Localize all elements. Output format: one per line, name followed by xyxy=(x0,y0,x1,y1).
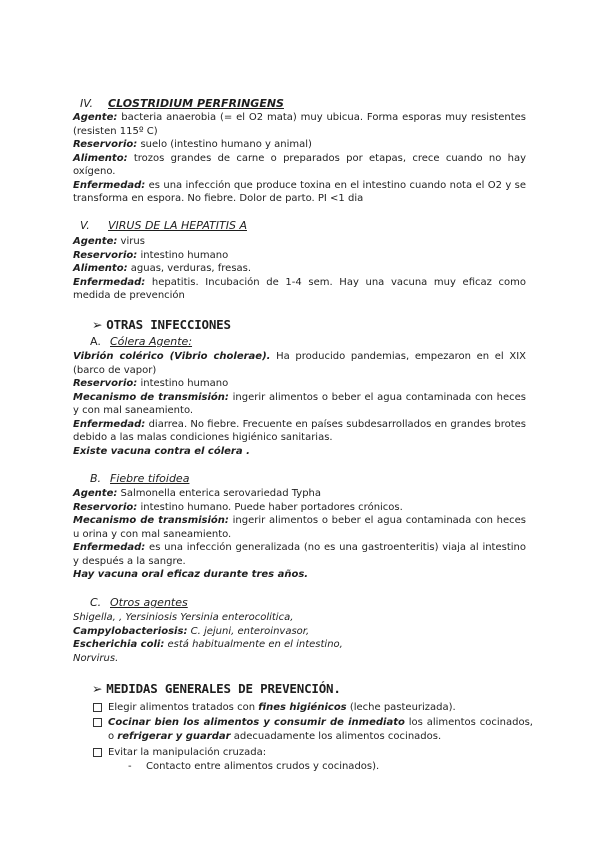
enfermedad-line: Enfermedad: diarrea. No fiebre. Frecuente en países subdesarrollados en grandes brotes debido a las malas condiciones higiénico sanitarias. xyxy=(73,418,526,443)
campylobacter-line: Campylobacteriosis: C. jejuni, enteroinvasor, xyxy=(73,625,310,637)
reservorio-line: Reservorio: intestino humano xyxy=(73,249,229,261)
medida-subitem-1: - Contacto entre alimentos crudos y cocinados). xyxy=(128,761,380,772)
medidas-heading xyxy=(92,681,341,697)
alimento-line: Alimento: trozos grandes de carne o preparados por etapas, crece cuando no hay oxígeno. xyxy=(73,152,526,177)
agente-line: Agente: virus xyxy=(73,236,145,247)
otros-heading xyxy=(90,596,188,610)
checkbox-icon[interactable] xyxy=(93,748,102,757)
otros-body xyxy=(73,611,526,665)
arrow-bullet-icon: ➢ xyxy=(92,681,103,696)
section-v-number: V. xyxy=(80,219,90,232)
reservorio-line: Reservorio: intestino humano. Puede haber portadores crónicos. xyxy=(73,501,403,513)
alimento-line: Alimento: aguas, verduras, fresas. xyxy=(73,263,252,274)
colera-heading xyxy=(90,335,192,349)
enfermedad-line: Enfermedad: es una infección generalizada (no es una gastroenteritis) viaja al intestino y después a la sangre. xyxy=(73,542,526,567)
enfermedad-line: Enfermedad: hepatitis. Incubación de 1-4 sem. Hay una vacuna muy eficaz como medida de prevención xyxy=(73,276,526,301)
reservorio-line: Reservorio: intestino humano xyxy=(73,378,229,389)
fiebre-body xyxy=(73,487,526,582)
section-v-body xyxy=(73,235,526,303)
vacuna-line: Hay vacuna oral eficaz durante tres años. xyxy=(73,569,309,580)
checkbox-icon[interactable] xyxy=(93,703,102,712)
colera-number: A. xyxy=(90,335,101,348)
vibrion-line: Vibrión colérico (Vibrio cholerae). Ha producido pandemias, empezaron en el XIX (barco de vapor) xyxy=(73,351,527,376)
fiebre-title: Fiebre tifoidea xyxy=(110,472,190,485)
section-iv-number: IV. xyxy=(80,97,94,110)
medidas-title: MEDIDAS GENERALES DE PREVENCIÓN. xyxy=(106,681,341,696)
otros-title: Otros agentes xyxy=(110,596,188,609)
section-v-title: VIRUS DE LA HEPATITIS A xyxy=(108,219,247,232)
vacuna-line: Existe vacuna contra el cólera . xyxy=(73,445,250,457)
fiebre-heading xyxy=(90,472,189,486)
otros-number: C. xyxy=(90,596,102,609)
section-iv-title: CLOSTRIDIUM PERFRINGENS xyxy=(108,97,284,110)
colera-title: Cólera Agente: xyxy=(110,335,193,348)
shigella-line: Shigella, , Yersiniosis Yersinia enterocolitica, xyxy=(73,612,294,623)
section-iv-body xyxy=(73,111,526,206)
mecanismo-line: Mecanismo de transmisión: ingerir alimentos o beber el agua contaminada con heces y con mal saneamiento. xyxy=(73,391,526,416)
otras-infecciones-heading xyxy=(92,317,231,333)
section-iv-heading xyxy=(80,97,284,111)
arrow-bullet-icon: ➢ xyxy=(92,317,103,332)
checkbox-icon[interactable] xyxy=(93,718,102,727)
enfermedad-line: Enfermedad: es una infección que produce toxina en el intestino cuando nota el O2 y se transforma en espora. No fiebre. Dolor de parto. PI <1 dia xyxy=(73,179,526,204)
agente-line: Agente: bacteria anaerobia (= el O2 mata) muy ubicua. Forma esporas muy resistentes (resisten 115º C) xyxy=(73,112,526,137)
ecoli-line: Escherichia coli: está habitualmente en el intestino, xyxy=(73,639,343,650)
otras-infecciones-title: OTRAS INFECCIONES xyxy=(106,317,231,332)
reservorio-line: Reservorio: suelo (intestino humano y animal) xyxy=(73,139,312,150)
medida-item-1: Elegir alimentos tratados con fines higiénicos (leche pasteurizada). xyxy=(93,701,533,715)
medida-item-2: Cocinar bien los alimentos y consumir de inmediato los alimentos cocinados, o refrigerar y guardar adecuadamente los alimentos cocinados. xyxy=(93,716,533,743)
dash-bullet: - xyxy=(128,761,132,772)
agente-line: Agente: Salmonella enterica serovariedad Typha xyxy=(73,488,322,499)
medida-item-3: Evitar la manipulación cruzada: xyxy=(93,746,533,760)
fiebre-number: B. xyxy=(90,472,102,485)
section-v-heading xyxy=(80,219,247,233)
norvirus-line: Norvirus. xyxy=(73,652,119,664)
mecanismo-line: Mecanismo de transmisión: ingerir alimentos o beber el agua contaminada con heces u orina y con mal saneamiento. xyxy=(73,515,526,540)
colera-body xyxy=(73,350,526,458)
